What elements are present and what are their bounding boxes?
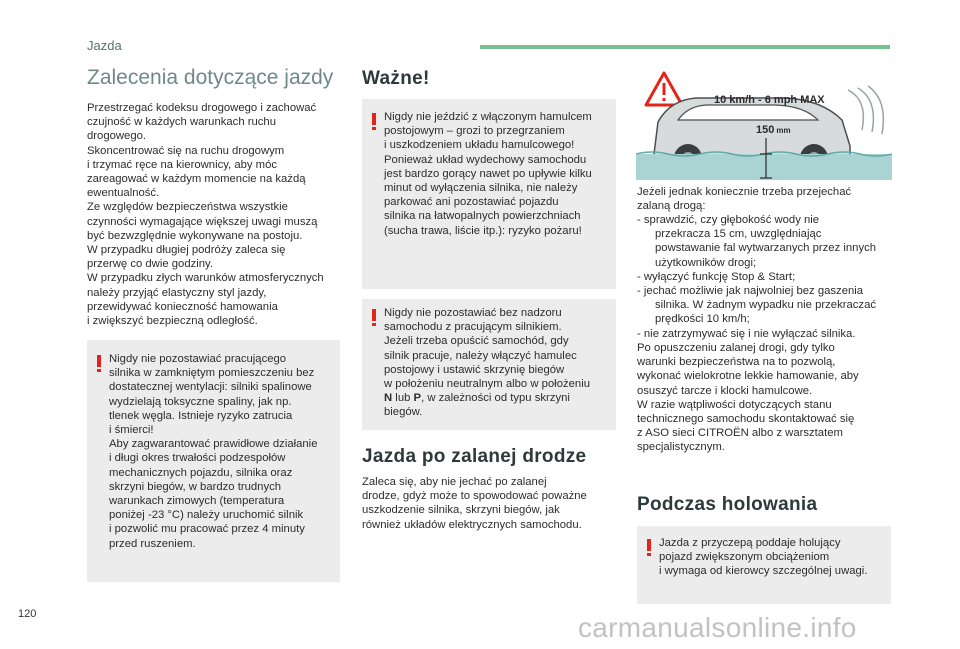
gear-p-label: P bbox=[413, 392, 422, 405]
motion-lines bbox=[848, 86, 883, 134]
warning-exclamation-icon bbox=[372, 113, 376, 130]
warning-exclamation-icon bbox=[372, 309, 376, 326]
driving-recommendations-text: Przestrzegać kodeksu drogowego i zachować czujność w każdych warunkach ruchu drogowego. Skoncentrować się na ruchu drogowym i trzymać ręce na kierownicy, aby móc zareagować w każdym momencie na każdą ewentualność. Ze względów bezpieczeństwa wszystkie czynności wymagające większej uwagi muszą być bezwzględnie wykonywane na postoju. W przypadku długiej podróży zaleca się przerwę co dwie godziny. W przypadku złych warunków atmosferycznych należy przyjąć elastyczny styl jazdy, przewidywać konieczność hamowania i zwiększyć bezpieczną odległość. bbox=[87, 102, 324, 328]
gear-n-label: N bbox=[384, 392, 393, 405]
depth-value-label: 150 mm bbox=[756, 124, 791, 136]
important-title: Ważne! bbox=[362, 68, 430, 89]
flooded-road-text: Zaleca się, aby nie jechać po zalanej drodze, gdyż może to spowodować poważne uszkodzenie silnika, skrzyni biegów, jak również układów elektrycznych samochodu. bbox=[362, 476, 587, 531]
warning-exclamation-icon bbox=[97, 355, 101, 372]
engine-running-warning-box bbox=[87, 340, 340, 582]
towing-warning-box bbox=[637, 526, 891, 604]
list-item: - nie zatrzymywać się i nie wyłączać silnika. bbox=[637, 327, 856, 340]
speed-limit-label: 10 km/h - 6 mph MAX bbox=[714, 94, 825, 106]
section-header-label: Jazda bbox=[87, 38, 122, 53]
warning-exclamation-icon bbox=[647, 539, 651, 556]
page-title: Zalecenia dotyczące jazdy bbox=[87, 66, 334, 89]
flooded-road-illustration bbox=[636, 70, 892, 180]
flooded-road-steps-list bbox=[637, 213, 899, 341]
page-number: 120 bbox=[18, 608, 37, 620]
list-item: - wyłączyć funkcję Stop & Start; bbox=[637, 270, 796, 283]
towing-warning-text: Jazda z przyczepą poddaje holujący pojazd zwiększonym obciążeniom i wymaga od kierowcy szczególnej uwagi. bbox=[659, 537, 868, 578]
section-header-bar bbox=[480, 45, 890, 49]
watermark: carmanualsonline.info bbox=[578, 612, 857, 643]
list-item: - jechać możliwie jak najwolniej bez gaszenia silnika. W żadnym wypadku nie przekraczać prędkości 10 km/h; bbox=[637, 285, 877, 326]
flooded-road-title: Jazda po zalanej drodze bbox=[362, 446, 587, 467]
unattended-vehicle-warning-box bbox=[362, 299, 616, 430]
list-item: - sprawdzić, czy głębokość wody nie przekracza 15 cm, uwzględniając powstawanie fal wytwarzanych przez innych użytkowników drogi; bbox=[637, 214, 877, 269]
flooded-road-intro-text: Jeżeli jednak koniecznie trzeba przejechać zalaną drogą: bbox=[637, 186, 852, 213]
unattended-vehicle-warning-text: Nigdy nie pozostawiać bez nadzoru samochodu z pracującym silnikiem. Jeżeli trzeba opuścić samochód, gdy silnik pracuje, należy włączyć hamulec postojowy i ustawić skrzynię biegów w położeniu neutralnym albo w położeniu N lub P, w zależności od typu skrzyni biegów. bbox=[384, 307, 590, 419]
after-flooded-road-text: Po opuszczeniu zalanej drogi, gdy tylko warunki bezpieczeństwa na to pozwolą, wykonać wielokrotne lekkie hamowanie, aby osuszyć tarcze i klocki hamulcowe. W razie wątpliwości dotyczących stanu technicznego samochodu skontaktować się z ASO sieci CITROËN albo z warsztatem specjalistycznym. bbox=[637, 342, 859, 454]
engine-running-warning-text: Nigdy nie pozostawiać pracującego silnika w zamkniętym pomieszczeniu bez dostatecznej wentylacji: silniki spalinowe wydzielają toksyczne spaliny, jak np. tlenek węgla. Istnieje ryzyko zatrucia i śmierci! Aby zagwarantować prawidłowe działanie i długi okres trwałości podzespołów mechanicznych pojazdu, silnika oraz skrzyni biegów, w bardzo trudnych warunkach zimowych (temperatura poniżej -23 °C) należy uruchomić silnik i pozwolić mu pracować przez 4 minuty przed ruszeniem. bbox=[109, 353, 318, 550]
parking-brake-warning-text: Nigdy nie jeździć z włączonym hamulcem postojowym – grozi to przegrzaniem i uszkodzeniem układu hamulcowego! Ponieważ układ wydechowy samochodu jest bardzo gorący nawet po upływie kilku minut od wyłączenia silnika, nie należy parkować ani pozostawiać pojazdu silnika na łatwopalnych powierzchniach (sucha trawa, liście itp.): ryzyko pożaru! bbox=[384, 111, 592, 237]
water-surface bbox=[636, 154, 892, 180]
towing-title: Podczas holowania bbox=[637, 494, 818, 515]
warning-triangle-icon bbox=[646, 73, 682, 105]
parking-brake-warning-box bbox=[362, 99, 616, 289]
